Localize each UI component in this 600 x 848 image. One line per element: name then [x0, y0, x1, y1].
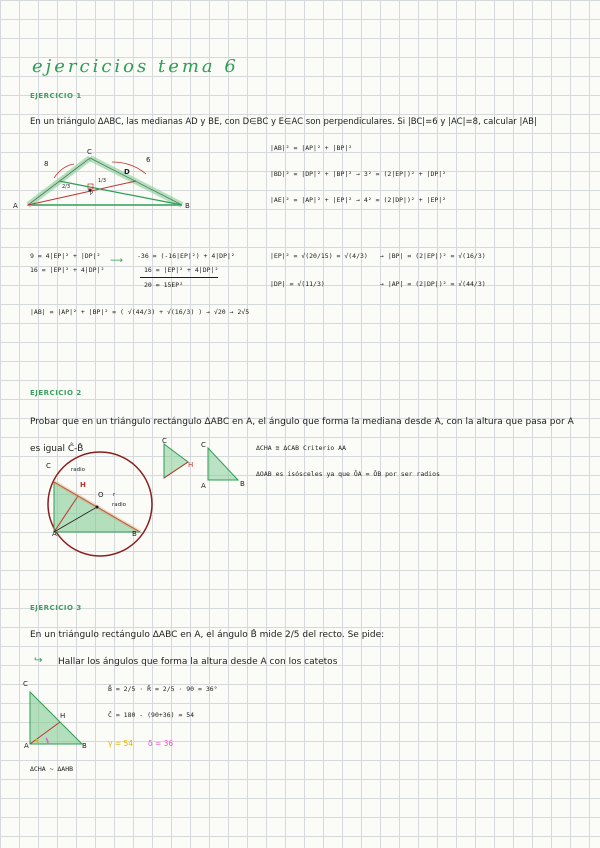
ex1-label-b: B: [185, 202, 190, 210]
ex1-eq-left2: 16 = |EP|² + 4|DP|²: [30, 266, 105, 274]
ex2-observation-1: ΔCHA ≅ ΔCAB Criterio AA: [256, 444, 347, 452]
ex1-system-line3: 20 = 15EP²: [144, 281, 184, 289]
ex3-label-h: H: [60, 712, 66, 720]
ex2-label-b: B: [132, 530, 137, 538]
ex2-statement-line1: Probar que en un triángulo rectángulo ΔABC en A, el ángulo que forma la mediana desde A, con la altura que pasa por A: [30, 417, 574, 427]
ex1-label-side-cb: 6: [146, 156, 151, 164]
ex2-label-c: C: [46, 462, 51, 470]
ex1-label-side-ca: 8: [44, 160, 49, 168]
ex1-bp-result: → |BP| = (2|EP|)² = √(16/3): [380, 252, 486, 260]
ex1-statement: En un triángulo ΔABC, las medianas AD y BE, con D∈BC y E∈AC son perpendiculares. Si |BC|=6 y |AC|=8, calcular |AB|: [30, 117, 537, 127]
ex2-label-o: O: [98, 491, 104, 499]
ex3-heading: EJERCICIO 3: [30, 604, 82, 612]
ex3-arrow-icon: ↪: [34, 655, 43, 666]
page-title: ejercicios tema 6: [32, 56, 239, 77]
ex1-label-c: C: [87, 148, 92, 156]
ex1-ab-final: |AB| = |AP|² + |BP|² = ( √(44/3) + √(16/3) ) → √20 → 2√5: [30, 308, 250, 316]
ex1-label-ratio-13: 1/3: [98, 178, 107, 184]
ex1-system-line1: -36 = (-16|EP|²) + 4|DP|²: [137, 252, 235, 260]
ex3-result-delta: δ = 36: [148, 739, 174, 748]
ex2-observation-2: ΔOAB es isósceles ya que ŌA = ŌB por ser radios: [256, 470, 440, 478]
ex1-eq-bd: |BD|² = |DP|² + |BP|² → 3² = (2|EP|)² + |DP|²: [270, 170, 447, 178]
ex3-label-a: A: [24, 742, 29, 750]
ex2-label-a: A: [52, 530, 57, 538]
ex3-statement: En un triángulo rectángulo ΔABC en A, el ángulo B̂ mide 2/5 del recto. Se pide:: [30, 630, 385, 640]
ex2-small-label-c1: C: [162, 437, 167, 445]
ex1-label-a: A: [13, 202, 18, 210]
ex2-label-radio-2: radio: [112, 502, 127, 508]
ex2-label-h: H: [80, 481, 86, 489]
ex2-label-r: r: [113, 492, 116, 498]
ex3-label-c: C: [23, 680, 28, 688]
ex1-ap-result: → |AP| = (2|DP|)² = √(44/3): [380, 280, 486, 288]
ex3-label-b: B: [82, 742, 87, 750]
ex1-system-rule: [140, 277, 218, 278]
ex3-task: Hallar los ángulos que forma la altura desde A con los catetos: [58, 657, 338, 667]
ex2-small-label-a: A: [201, 482, 206, 490]
ex1-system-line2: 16 = |EP|² + 4|DP|²: [144, 266, 219, 274]
ex2-small-label-b: B: [240, 480, 245, 488]
ex2-statement-line2: es igual Ĉ-B̂: [30, 444, 84, 454]
ex1-eq-ae: |AE|² = |AP|² + |EP|² → 4² = (2|DP|)² + |EP|²: [270, 196, 447, 204]
ex1-arrow-1: ⟶: [110, 256, 123, 266]
ex2-heading: EJERCICIO 2: [30, 389, 82, 397]
ex1-label-d: D: [124, 168, 130, 176]
ex3-eq-angle-b: B̂ = 2/5 · R̂ = 2/5 · 90 = 36°: [108, 685, 218, 693]
ex1-ep-result: |EP|² = √(20/15) = √(4/3): [270, 252, 368, 260]
ex1-label-ratio-23: 2/3: [62, 184, 71, 190]
ex3-triangle-figure: [24, 688, 94, 750]
ex2-label-radio-1: radio: [71, 467, 86, 473]
ex1-dp-result: |DP| = √(11/3): [270, 280, 325, 288]
ex1-label-p: P: [90, 191, 94, 197]
ex1-eq-ab: |AB|² = |AP|² + |BP|²: [270, 144, 353, 152]
ex3-eq-angle-c: Ĉ = 180 - (90+36) = 54: [108, 711, 195, 719]
ex2-small-triangles: [150, 438, 250, 488]
ex2-circle-figure: [40, 452, 160, 562]
ex3-result-gamma: γ = 54: [108, 739, 134, 748]
ex1-triangle-figure: [14, 148, 204, 218]
ex3-similarity: ΔCHA ~ ΔAHB: [30, 765, 74, 773]
ex1-heading: EJERCICIO 1: [30, 92, 82, 100]
ex1-eq-left1: 9 = 4|EP|² + |DP|²: [30, 252, 101, 260]
ex2-small-label-c2: C: [201, 441, 206, 449]
ex2-small-label-h: H: [188, 461, 194, 469]
